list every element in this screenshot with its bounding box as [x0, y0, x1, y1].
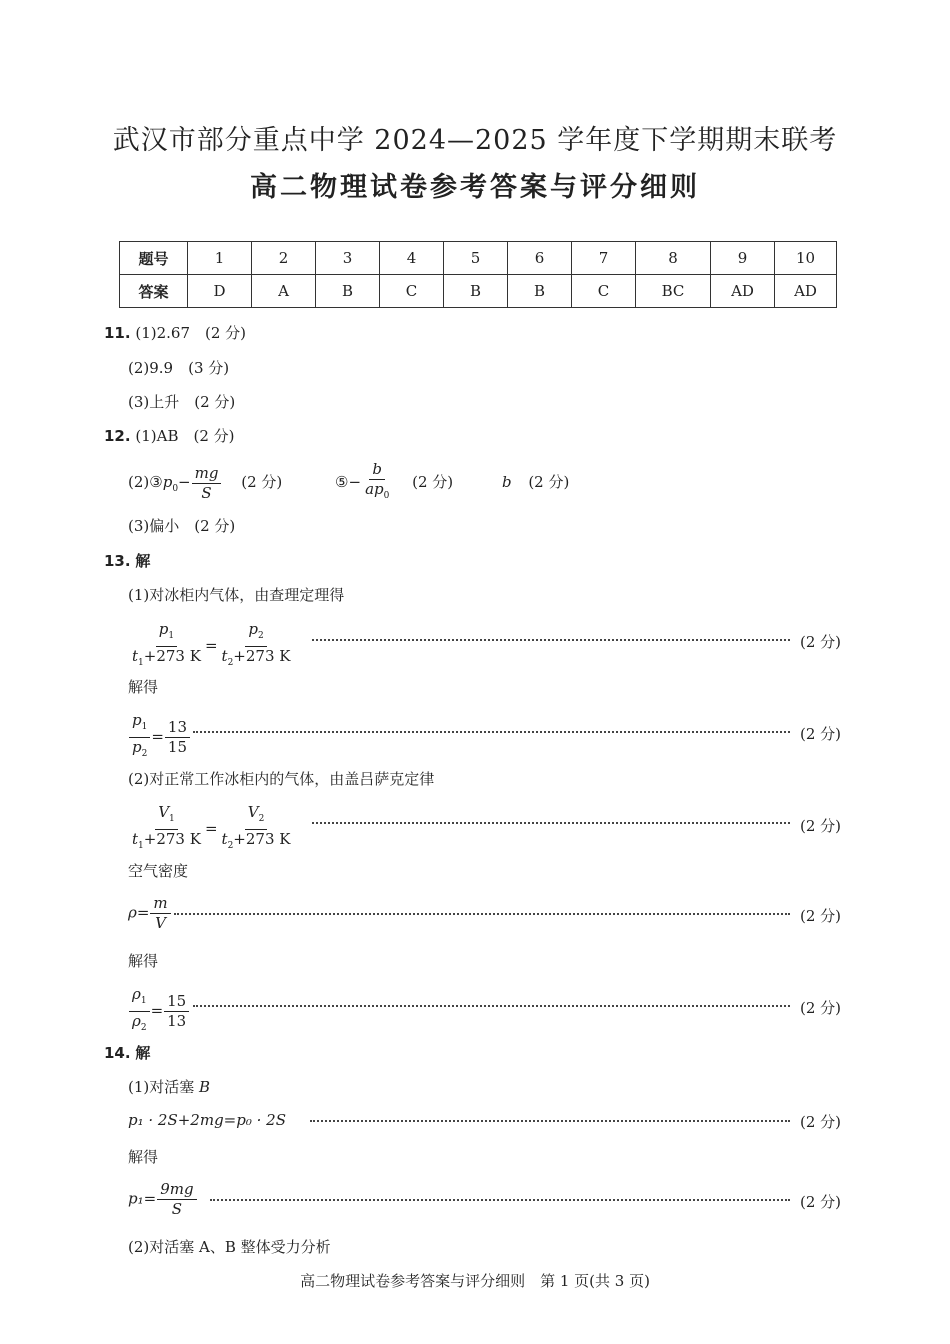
score: (2 分)	[800, 633, 842, 651]
table-header-number: 题号	[120, 242, 188, 275]
operator: =	[136, 903, 150, 922]
q13-eq3	[128, 803, 294, 856]
answer-table	[119, 241, 837, 308]
q13-part1: (1)对冰柜内气体，由查理定理得	[128, 586, 345, 604]
solution-label: 解	[135, 1044, 151, 1062]
q13-solve1: 解得	[128, 678, 159, 696]
q14-heading	[104, 1042, 150, 1063]
answer-text: (2)③	[128, 473, 163, 491]
table-cell: 4	[380, 242, 444, 275]
fraction	[164, 992, 189, 1031]
table-cell: 10	[775, 242, 837, 275]
denominator: t	[221, 647, 228, 665]
dot-leader	[174, 913, 790, 915]
denominator: S	[201, 483, 212, 502]
denominator-tail: +273 K	[143, 830, 201, 848]
score: (2 分)	[800, 817, 842, 835]
denominator: t	[132, 647, 139, 665]
q13-eq5	[128, 985, 190, 1038]
operator: =	[204, 636, 218, 655]
table-cell: AD	[775, 275, 837, 308]
question-number: 13.	[104, 552, 131, 570]
score: (2 分)	[800, 907, 842, 925]
numerator: p	[248, 620, 258, 638]
q14-part1	[128, 1076, 210, 1097]
denominator: p	[132, 738, 142, 756]
q12-line3: (3)偏小 (2 分)	[128, 517, 236, 535]
var: ρ	[128, 903, 137, 922]
q14-part2: (2)对活塞 A、B 整体受力分析	[128, 1238, 331, 1256]
q12-line2	[128, 460, 569, 506]
table-row	[120, 242, 837, 275]
table-cell: B	[508, 275, 572, 308]
denominator: 13	[167, 1012, 187, 1030]
table-cell: 7	[572, 242, 636, 275]
question-number: 11.	[104, 324, 131, 342]
lhs: p₁=	[128, 1189, 157, 1208]
q11-line2: (2)9.9 (3 分)	[128, 359, 230, 377]
fraction: $\frac{V_2}{t_2+273 K}$	[221, 803, 291, 851]
table-cell: D	[188, 275, 252, 308]
denominator: t	[221, 830, 228, 848]
score: (2 分)	[800, 1113, 842, 1131]
table-cell: B	[316, 275, 380, 308]
q13-solve2: 解得	[128, 952, 159, 970]
denominator: ap	[365, 480, 384, 498]
denominator: S	[171, 1200, 183, 1218]
numerator: p	[132, 711, 142, 729]
answer-text: (1)2.67 (2 分)	[135, 324, 247, 342]
fraction	[192, 464, 222, 503]
answer-text: (1)对活塞	[128, 1078, 200, 1096]
numerator: m	[153, 894, 168, 912]
numerator: p	[158, 620, 169, 638]
table-cell: 6	[508, 242, 572, 275]
dot-leader	[312, 822, 790, 824]
denominator-tail: +273 K	[143, 647, 201, 665]
q13-eq2	[128, 711, 191, 764]
dot-leader	[312, 639, 790, 641]
fraction	[165, 718, 190, 757]
numerator: b	[372, 460, 382, 478]
operator: =	[204, 819, 218, 838]
score: (2 分)	[800, 725, 842, 743]
var: p	[162, 473, 173, 491]
q14-solve: 解得	[128, 1148, 159, 1166]
subscript: 0	[172, 484, 179, 494]
table-cell: A	[252, 275, 316, 308]
fraction: $\frac{p_1}{t_1+273 K}$	[132, 620, 201, 668]
q12-line1	[104, 425, 234, 446]
dot-leader	[210, 1199, 790, 1201]
q11-line3: (3)上升 (2 分)	[128, 393, 236, 411]
fraction	[362, 460, 392, 506]
numerator: 9mg	[160, 1180, 194, 1198]
q14-eq2	[128, 1180, 198, 1219]
operator: −	[178, 473, 191, 491]
fraction: $\frac{p_1}{p_2}$	[129, 711, 150, 764]
fraction	[150, 894, 170, 933]
question-number: 12.	[104, 427, 131, 445]
table-cell: C	[380, 275, 444, 308]
table-cell: C	[572, 275, 636, 308]
document-subtitle: 高二物理试卷参考答案与评分细则	[250, 172, 700, 203]
q13-heading	[104, 550, 150, 571]
table-cell: 1	[188, 242, 252, 275]
denominator: V	[155, 914, 166, 932]
denominator: ρ	[132, 1012, 141, 1030]
operator: =	[150, 1001, 164, 1020]
q13-air-density: 空气密度	[128, 862, 189, 880]
fraction	[157, 1180, 196, 1219]
numerator: ρ	[132, 985, 141, 1003]
denominator: t	[132, 830, 139, 848]
dot-leader	[193, 1005, 790, 1007]
table-cell: BC	[636, 275, 711, 308]
table-cell: 3	[316, 242, 380, 275]
table-cell: 2	[252, 242, 316, 275]
q13-eq1	[128, 620, 294, 673]
q13-part2: (2)对正常工作冰柜内的气体，由盖吕萨克定律	[128, 770, 435, 788]
q14-eq1: p₁ · 2S+2mg=p₀ · 2S	[128, 1111, 286, 1129]
page-footer: 高二物理试卷参考答案与评分细则 第 1 页(共 3 页)	[300, 1272, 650, 1290]
table-cell: B	[444, 275, 508, 308]
score: (2 分)	[800, 1193, 842, 1211]
denominator-tail: +273 K	[233, 830, 291, 848]
subscript: 0	[383, 491, 390, 501]
numerator: 13	[165, 718, 190, 738]
score: (2 分)	[241, 473, 283, 491]
answer-text: (1)AB (2 分)	[135, 427, 235, 445]
table-row	[120, 275, 837, 308]
numerator: V	[247, 803, 259, 821]
table-cell: 8	[636, 242, 711, 275]
table-cell: 5	[444, 242, 508, 275]
numerator: 15	[164, 992, 189, 1012]
solution-label: 解	[135, 552, 151, 570]
operator: =	[151, 727, 164, 746]
exam-title: 武汉市部分重点中学 2024—2025 学年度下学期期末联考	[112, 125, 838, 156]
fraction: $\frac{p_2}{t_2+273 K}$	[221, 620, 291, 668]
score: (2 分)	[800, 999, 842, 1017]
numerator: V	[158, 803, 170, 821]
numerator: mg	[194, 463, 219, 482]
denominator-tail: +273 K	[233, 647, 291, 665]
answer-text: ⑤−	[335, 473, 362, 491]
score: (2 分)	[412, 473, 454, 491]
table-cell: AD	[711, 275, 775, 308]
dot-leader	[310, 1120, 790, 1122]
q13-eq4	[128, 894, 172, 933]
score: (2 分)	[528, 473, 570, 491]
table-cell: 9	[711, 242, 775, 275]
fraction: $\frac{\rho_1}{\rho_2}$	[129, 985, 150, 1038]
dot-leader	[193, 731, 790, 733]
fraction: $\frac{V_1}{t_1+273 K}$	[132, 803, 201, 851]
var: B	[199, 1078, 211, 1096]
var: b	[501, 473, 512, 491]
q11-line1	[104, 322, 246, 343]
question-number: 14.	[104, 1044, 131, 1062]
table-header-answer: 答案	[120, 275, 188, 308]
denominator: 15	[167, 738, 188, 756]
